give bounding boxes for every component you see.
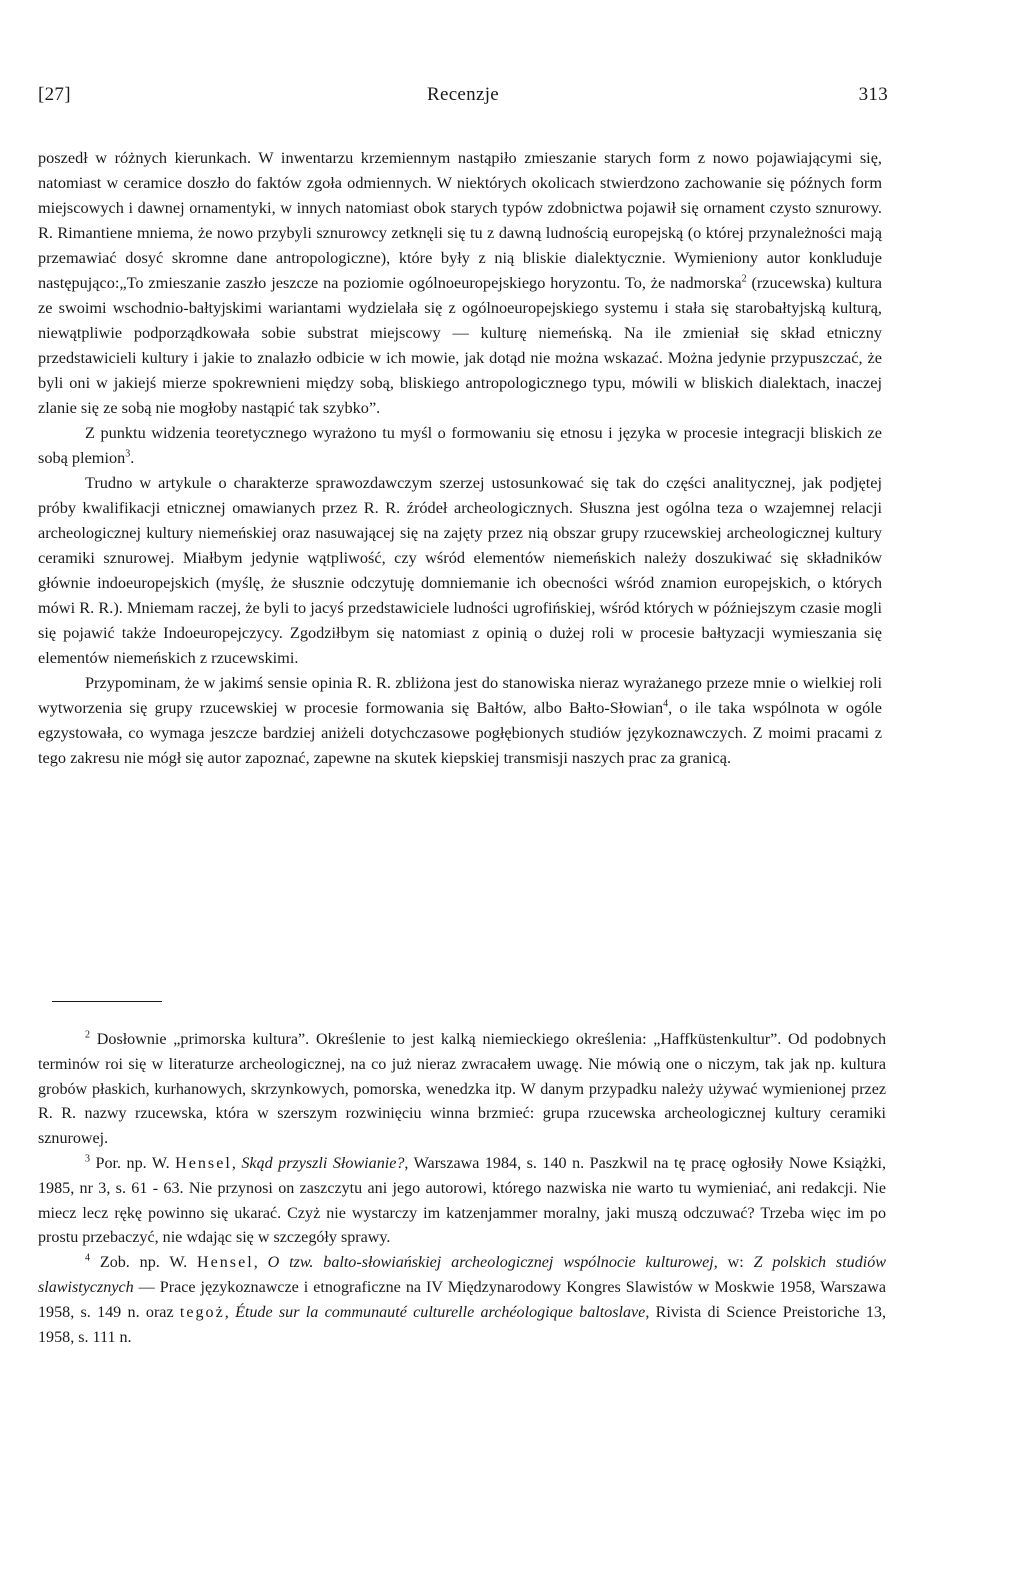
footnote-divider: [52, 1001, 162, 1002]
paragraph-1-text: poszedł w różnych kierunkach. W inwentarzu krzemiennym nastąpiło zmieszanie starych form z nowo pojawiającymi się, natomiast w ceramice doszło do faktów zgoła odmiennych. W niektórych okolicach stwierdzono zachowanie się późnych form miejscowych i dawnej ornamentyki, w innych natomiast obok starych typów zdobnictwa pojawił się ornament czysto sznurowy. R. Rimantiene mniema, że nowo przybyli sznurowcy zetknęli się tu z dawną ludnością europejską (o której przynależności mają przemawiać dosyć skromne dane antropologiczne), które były z nią bliskie dialektycznie. Wymieniony autor konkluduje następująco:„To zmieszanie zaszło jeszcze na poziomie ogólnoeuropejskiego horyzontu. To, że nadmorska: [38, 148, 882, 292]
footnote-3-text-c: , Warszawa 1984, s. 140 n. Paszkwil na tę pracę ogłosiły Nowe Książki, 1985, nr 3, s. 61 - 63. Nie przynosi on zaszczytu ani jego autorowi, którego nazwiska nie warto tu wymieniać, ani redakcji. Nie miecz lecz rękę powinno się ukarać. Czyż nie wystarczy im katzenjammer moralny, jaki muszą odczuwać? Trzeba więc im po prostu przebaczyć, nie wdając się w szczegóły sprawy.: [38, 1154, 886, 1247]
footnote-4-tegoz: tegoż: [179, 1303, 225, 1321]
footnote-2-text: Dosłownie „primorska kultura”. Określenie to jest kalką niemieckiego określenia: „Haffküstenkultur”. Od podobnych terminów roi się w literaturze archeologicznej, na co już nieraz zwracałem uwagę. Nie mówią one o niczym, tak jak np. kultura grobów płaskich, kurhanowych, skrzynkowych, pomorska, wenedzka itp. W danym przypadku należy używać wymienionej przez R. R. nazwy rzucewska, która w szerszym rozwinięciu winna brzmieć: grupa rzucewska archeologicznej kultury ceramiki sznurowej.: [38, 1031, 886, 1148]
paragraph-4-text: Przypominam, że w jakimś sensie opinia R. R. zbliżona jest do stanowiska nieraz wyrażanego przeze mnie o wielkiej roli wytworzenia się grupy rzucewskiej w procesie formowania się Bałtów, albo Bałto-Słowian: [38, 673, 882, 717]
footnote-4-title-3: Étude sur la communauté culturelle archéologique baltoslave: [235, 1303, 646, 1321]
footnote-3-author: Hensel: [175, 1154, 232, 1172]
paragraph-4-rest: , o ile taka wspólnota w ogóle egzystowała, co wymaga jeszcze bardziej aniżeli dotychczasowe pogłębionych studiów językoznawczych. Z moimi pracami z tego zakresu nie mógł się autor zapoznać, zapewne na skutek kiepskiej transmisji naszych prac za granicą.: [38, 698, 882, 767]
footnote-4-number: 4: [85, 1252, 90, 1264]
paragraph-4: [38, 670, 882, 770]
paragraph-3: Trudno w artykule o charakterze sprawozdawczym szerzej ustosunkować się tak do części analitycznej, jak podjętej próby kwalifikacji etnicznej omawianych przez R. R. źródeł archeologicznych. Słuszna jest ogólna teza o wzajemnej relacji archeologicznej kultury niemeńskiej oraz nasuwającej się na zajęty przez nią obszar grupy rzucewskiej archeologicznej kultury ceramiki sznurowej. Miałbym jedynie wątpliwość, czy wśród elementów niemeńskich należy doszukiwać się składników głównie indoeuropejskich (myślę, że słusznie odczytuję domniemanie ich obecności wśród znamion europejskich, o których mówi R. R.). Mniemam raczej, że byli to jacyś przedstawiciele ludności ugrofińskiej, wśród których w późniejszym czasie mogli się pojawić także Indoeuropejczycy. Zgodziłbym się natomiast z opinią o dużej roli w procesie bałtyzacji wymieszania się elementów niemeńskich z rzucewskimi.: [38, 473, 882, 667]
footnote-4-text-e: ,: [224, 1303, 236, 1321]
footnote-3: [38, 1152, 886, 1251]
footnote-4-text-f: , Rivista di Science Preistoriche 13, 1958, s. 111 n.: [38, 1303, 886, 1346]
running-header: [38, 84, 888, 114]
section-title: Recenzje: [426, 84, 500, 105]
footnote-4-author: Hensel: [197, 1254, 254, 1272]
footnotes: [38, 1028, 886, 1350]
paragraph-2-text: Z punktu widzenia teoretycznego wyrażono tu myśl o formowaniu się etnosu i języka w procesie integracji bliskich ze sobą plemion: [38, 423, 882, 467]
page-ordinal: [27]: [38, 84, 71, 105]
footnote-3-text-b: ,: [231, 1154, 242, 1172]
footnote-ref-3: 3: [125, 448, 131, 460]
footnote-2-number: 2: [85, 1029, 90, 1041]
main-text: [38, 145, 882, 770]
footnote-3-number: 3: [85, 1153, 90, 1165]
footnote-2: [38, 1028, 886, 1152]
footnote-3-title: Skąd przyszli Słowianie?: [241, 1154, 405, 1172]
footnote-4-title-2: Z polskich studiów slawistycznych: [38, 1254, 887, 1296]
paragraph-1-rest: (rzucewska) kultura ze swoimi wschodnio-bałtyjskimi wariantami wydzielała się z ogólnoeuropejskiego systemu i stała się starobałtyjską kulturą, niewątpliwie podporządkowała sobie substrat miejscowy — kulturę niemeńską. Na ile zmieniał się skład etniczny przedstawicieli kultury i jakie to znalazło odbicie w ich mowie, jak dotąd nie można wskazać. Można jedynie przypuszczać, że byli oni w jakiejś mierze spokrewnieni między sobą, bliskiego antropologicznego typu, mówili w bliskich dialektach, inaczej zlanie się ze sobą nie mogłoby nastąpić tak szybko”.: [38, 273, 882, 417]
footnote-4: [38, 1251, 886, 1350]
footnote-ref-4: 4: [663, 698, 669, 710]
footnote-3-text-a: Por. np. W.: [90, 1154, 176, 1172]
footnote-ref-2: 2: [741, 273, 747, 285]
footnote-4-title-1: O tzw. balto-słowiańskiej archeologicznej wspólnocie kulturowej: [267, 1254, 714, 1272]
paragraph-2: [38, 420, 882, 470]
page-number: 313: [858, 84, 888, 105]
footnote-4-text-b: ,: [253, 1254, 268, 1272]
paragraph-1: [38, 145, 882, 420]
footnote-4-text-a: Zob. np. W.: [90, 1254, 197, 1272]
paragraph-2-end: .: [130, 448, 135, 467]
footnote-4-text-c: , w:: [713, 1254, 754, 1272]
footnote-4-text-d: — Prace językoznawcze i etnograficzne na IV Międzynarodowy Kongres Slawistów w Moskwie 1958, Warszawa 1958, s. 149 n. oraz: [38, 1278, 886, 1321]
